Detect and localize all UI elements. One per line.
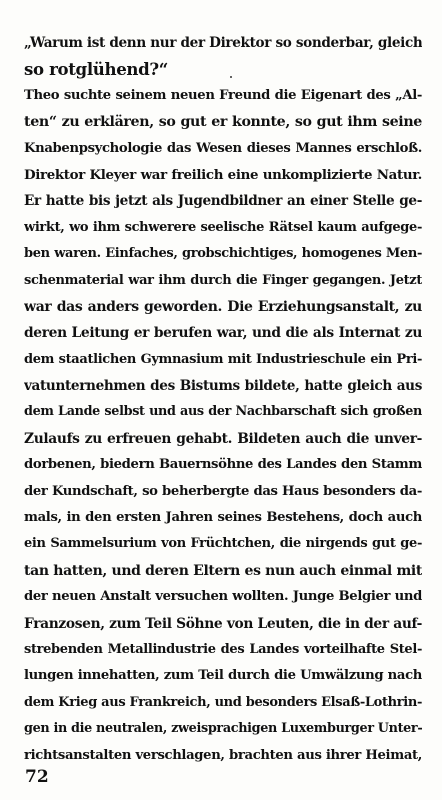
text-line: dem staatlichen Gymnasium mit Industrieschule ein Pri- bbox=[24, 351, 422, 367]
text-line: lungen innehatten, zum Teil durch die Umwälzung nach bbox=[24, 668, 422, 684]
text-line: ben waren. Einfaches, grobschichtiges, homogenes Men- bbox=[24, 246, 422, 262]
text-line: Direktor Kleyer war freilich eine unkomplizierte Natur. bbox=[24, 166, 422, 183]
text-line: dem Krieg aus Frankreich, und besonders Elsaß-Lothrin- bbox=[24, 694, 422, 710]
text-line: der neuen Anstalt versuchen wollten. Junge Belgier und bbox=[24, 589, 422, 605]
text-line: Knabenpsychologie das Wesen dieses Mannes erschloß. bbox=[24, 140, 422, 156]
text-line: Zulaufs zu erfreuen gehabt. Bildeten auch die unver- bbox=[24, 430, 422, 447]
text-line: mals, in den ersten Jahren seines Bestehens, doch auch bbox=[24, 510, 422, 526]
text-line: vatunternehmen des Bistums bildete, hatte gleich aus bbox=[24, 378, 422, 395]
text-line: dorbenen, biedern Bauernsöhne des Landes den Stamm bbox=[24, 457, 422, 473]
text-line: der Kundschaft, so beherbergte das Haus besonders da- bbox=[24, 483, 422, 499]
body-text bbox=[24, 30, 422, 769]
page-number: 72 bbox=[25, 767, 49, 787]
text-line: strebenden Metallindustrie des Landes vorteilhafte Stel- bbox=[24, 641, 422, 657]
text-line: so rotglühend?“ bbox=[24, 59, 168, 80]
text-line: tan hatten, und deren Eltern es nun auch einmal mit bbox=[24, 562, 422, 579]
text-line: deren Leitung er berufen war, und die als Internat zu bbox=[24, 325, 422, 342]
text-line: war das anders geworden. Die Erziehungsanstalt, zu bbox=[24, 298, 422, 315]
text-line: „Warum ist denn nur der Direktor so sonderbar, gleich bbox=[24, 35, 422, 51]
text-line: Theo suchte seinem neuen Freund die Eigenart des „Al- bbox=[24, 87, 422, 103]
text-line: Er hatte bis jetzt als Jugendbildner an einer Stelle ge- bbox=[24, 193, 422, 210]
text-line: ten“ zu erklären, so gut er konnte, so gut ihm seine bbox=[24, 114, 422, 131]
text-line: wirkt, wo ihm schwerere seelische Rätsel kaum aufgege- bbox=[24, 219, 422, 235]
text-line: gen in die neutralen, zweisprachigen Luxemburger Unter- bbox=[24, 721, 422, 737]
text-line: Franzosen, zum Teil Söhne von Leuten, die in der auf- bbox=[24, 615, 422, 632]
text-line: dem Lande selbst und aus der Nachbarschaft sich großen bbox=[24, 404, 422, 420]
text-line: richtsanstalten verschlagen, brachten aus ihrer Heimat, bbox=[24, 747, 422, 763]
text-line: schenmaterial war ihm durch die Finger gegangen. Jetzt bbox=[24, 272, 422, 288]
text-line: ein Sammelsurium von Früchtchen, die nirgends gut ge- bbox=[24, 536, 422, 552]
